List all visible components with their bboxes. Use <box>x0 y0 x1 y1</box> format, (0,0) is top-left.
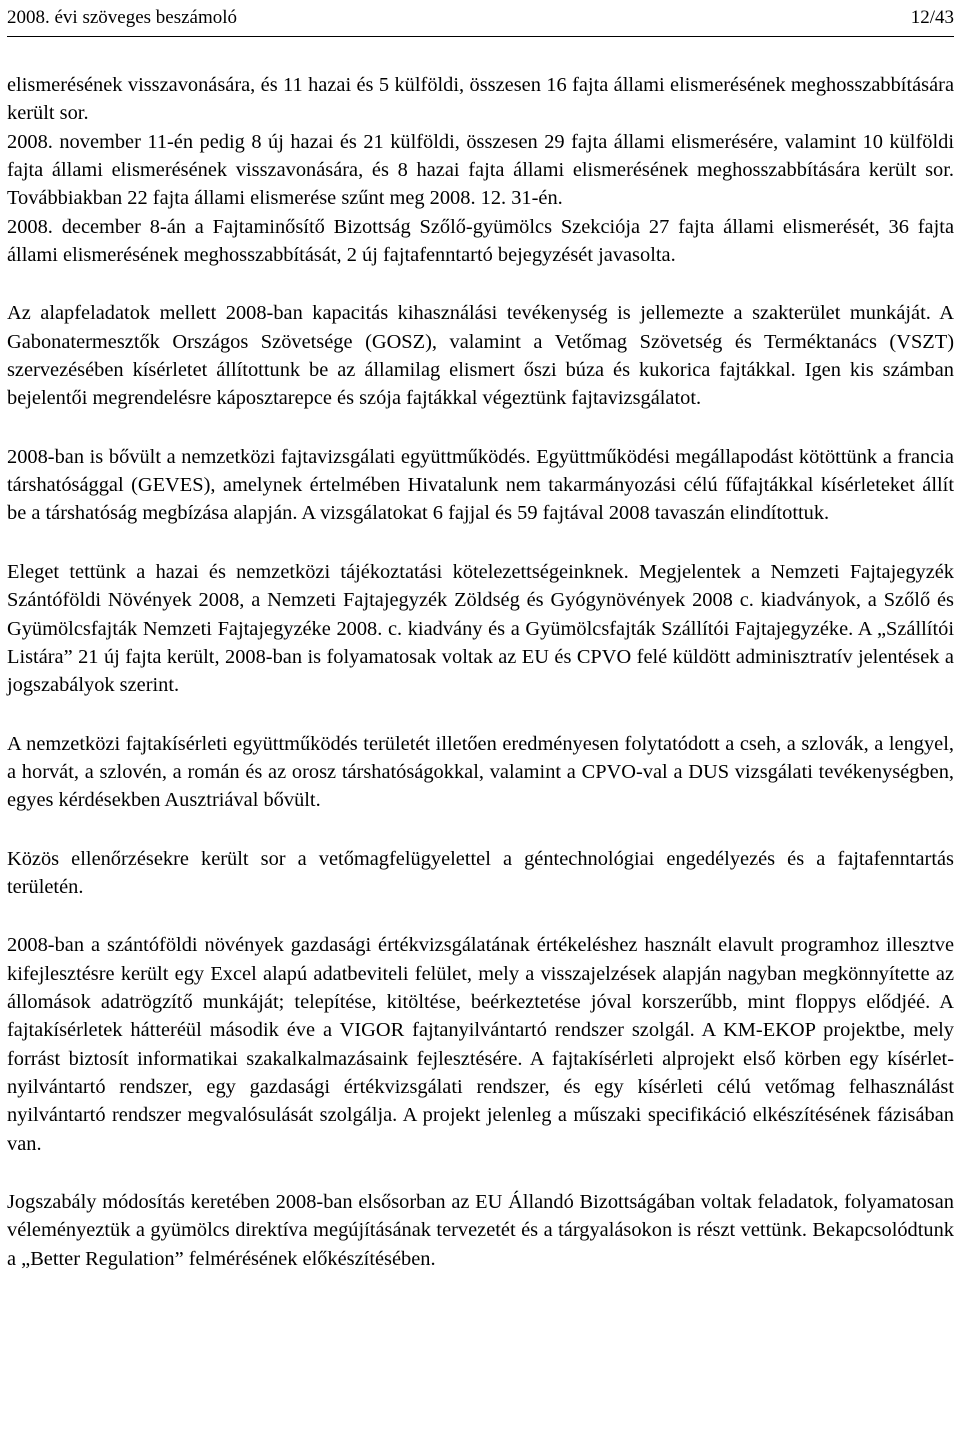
paragraph-9: 2008-ban a szántóföldi növények gazdasági értékvizsgálatának értékeléshez használt elavult programhoz illesztve kifejlesztésre került egy Excel alapú adatbeviteli felület, mely a visszajelzések alapján nagyban megkönnyítette az állomások adatrögzítő munkáját; telepítése, kitöltése, beérkeztetése jóval korszerűbb, mint floppys elődjéé. A fajtakísérletek hátteréül második éve a VIGOR fajtanyilvántartó rendszer szolgál. A KM-EKOP projektbe, mely forrást biztosít informatikai szakalkalmazásaink fejlesztésére. A fajtakísérleti alprojekt első körben egy kísérlet-nyilvántartó rendszer, egy gazdasági értékvizsgálati rendszer, és egy kísérleti célú vetőmag felhasználást nyilvántartó rendszer megvalósulását szolgálja. A projekt jelenleg a műszaki specifikáció elkészítésének fázisában van. <box>7 934 954 1155</box>
paragraph-1: elismerésének visszavonására, és 11 hazai és 5 külföldi, összesen 16 fajta állami elismerésének meghosszabbítására került sor. <box>7 74 954 125</box>
document-title: 2008. évi szöveges beszámoló <box>7 7 238 28</box>
paragraph-3: 2008. december 8-án a Fajtaminősítő Bizottság Szőlő-gyümölcs Szekciója 27 fajta állami elismerését, 36 fajta állami elismerésének meghosszabbítását, 2 új fajtafenntartó bejegyzését javasolta. <box>7 215 954 267</box>
paragraph-6: Eleget tettünk a hazai és nemzetközi tájékoztatási kötelezettségeinknek. Megjelentek a Nemzeti Fajtajegyzék Szántóföldi Növények 2008, a Nemzeti Fajtajegyzék Zöldség és Gyógynövények 2008 c. kiadványok, a Szőlő és Gyümölcsfajták Nemzeti Fajtajegyzéke 2008. c. kiadvány és a Gyümölcsfajták Szállítói Fajtajegyzéke. A „Szállítói Listára” 21 új fajta került, 2008-ban is folyamatosak voltak az EU és CPVO felé küldött adminisztratív jelentések a jogszabályok szerint. <box>7 560 954 697</box>
paragraph-7: A nemzetközi fajtakísérleti együttműködés területét illetően eredményesen folytatódott a cseh, a szlovák, a lengyel, a horvát, a szlovén, a román és az orosz társhatóságokkal, valamint a CPVO-val a DUS vizsgálati tevékenységben, egyes kérdésekben Ausztriával bővült. <box>7 732 954 812</box>
paragraph-4: Az alapfeladatok mellett 2008-ban kapacitás kihasználási tevékenység is jellemezte a szakterület munkáját. A Gabonatermesztők Országos Szövetsége (GOSZ), valamint a Vetőmag Szövetség és Terméktanács (VSZT) szervezésében kísérletet állítottunk be az államilag elismert őszi búza és kukorica fajtákkal. Igen kis számban bejelentői megrendelésre káposztarepce és szója fajtákkal végeztünk fajtavizsgálatot. <box>7 302 954 410</box>
paragraph-8: Közös ellenőrzésekre került sor a vetőmagfelügyelettel a géntechnológiai engedélyezés és a fajtafenntartás területén. <box>7 847 954 898</box>
paragraph-2: 2008. november 11-én pedig 8 új hazai és 21 külföldi, összesen 29 fajta állami elismerésére, valamint 10 külföldi fajta állami elismerésének visszavonására, és 8 hazai fajta állami elismerésének meghosszabbítására került sor. Továbbiakban 22 fajta állami elismerése szűnt meg 2008. 12. 31-én. <box>7 130 954 210</box>
page-number: 12/43 <box>910 7 954 28</box>
document-body <box>7 71 954 1273</box>
paragraph-5: 2008-ban is bővült a nemzetközi fajtavizsgálati együttműködés. Együttműködési megállapodást kötöttünk a francia társhatósággal (GEVES), amelynek értelmében Hivatalunk nem takarmányozási célú fűfajtákkal kísérleteket állít be a társhatóság megbízása alapján. A vizsgálatokat 6 fajjal és 59 fajtával 2008 tavaszán elindítottuk. <box>7 445 954 525</box>
paragraph-10: Jogszabály módosítás keretében 2008-ban elsősorban az EU Állandó Bizottságában voltak feladatok, folyamatosan véleményeztük a gyümölcs direktíva megújításának tervezetét és a tárgyalásokon is részt vettünk. Bekapcsolódtunk a „Better Regulation” felmérésének előkészítésében. <box>7 1191 954 1270</box>
page-header <box>7 0 954 37</box>
